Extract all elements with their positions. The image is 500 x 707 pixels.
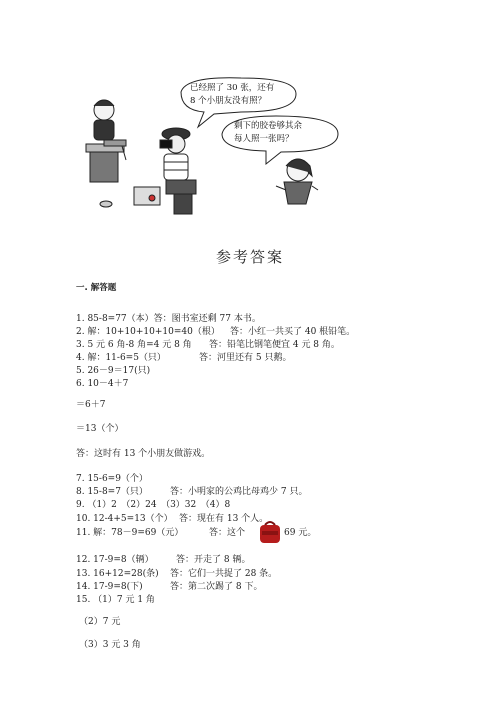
answer-statement-14-tail: 69 元。 [284, 528, 317, 538]
answer-line-19: （2）7 元 [79, 617, 121, 627]
answer-statement-14: 答：这个 [209, 528, 246, 538]
bubble-1-text [190, 82, 274, 108]
red-schoolbag-icon [257, 519, 283, 545]
answer-line-15: 12. 17-9=8（辆） [76, 555, 154, 565]
answer-statement-17: 答：第二次踢了 8 下。 [170, 582, 263, 592]
answer-line-11: 8. 15-8=7（只） [76, 487, 148, 497]
answer-line-3: 3. 5 元 6 角-8 角=4 元 8 角 [76, 340, 192, 350]
bubble-1-line-1: 已经照了 30 张，还有 [190, 83, 275, 93]
answer-statement-16: 答：它们一共捉了 28 条。 [170, 569, 278, 579]
bubble-2-line-2: 每人照一张吗？ [234, 134, 294, 144]
section-heading: 一. 解答题 [76, 283, 117, 293]
page-title: 参考答案 [215, 248, 284, 266]
bubble-2-text [234, 120, 302, 146]
answer-line-5: 5. 26－9＝17(只) [76, 366, 151, 376]
answer-statement-3: 答：铅笔比钢笔便宜 4 元 8 角。 [209, 340, 340, 350]
answer-line-10: 7. 15-6=9（个） [76, 474, 148, 484]
answer-line-2: 2. 解：10+10+10+10=40（根） [76, 327, 220, 337]
girl-figure [276, 159, 318, 204]
answer-line-17: 14. 17-9=8(下) [76, 582, 143, 592]
answer-line-7: ＝6＋7 [76, 400, 106, 410]
bubble-2-line-1: 剩下的胶卷够其余 [234, 121, 303, 131]
answer-line-13: 10. 12-4+5=13（个） [76, 514, 173, 524]
bubble-1-line-2: 8 个小朋友没有照？ [190, 96, 267, 106]
answer-line-1: 1. 85-8=77（本）答：图书室还剩 77 本书。 [76, 314, 261, 324]
answer-statement-4: 答：河里还有 5 只鹅。 [199, 353, 292, 363]
answer-statement-2: 答：小红一共买了 40 根铅笔。 [230, 327, 356, 337]
answer-line-14: 11. 解：78－9=69（元） [76, 528, 184, 538]
answer-line-20: （3）3 元 3 角 [79, 640, 141, 650]
answer-line-6: 6. 10－4＋7 [76, 379, 129, 389]
answer-statement-11: 答：小明家的公鸡比母鸡少 7 只。 [170, 487, 308, 497]
photographer-figure [160, 128, 196, 214]
camera-bag [100, 187, 160, 207]
answer-line-16: 13. 16+12=28(条) [76, 569, 159, 579]
answer-line-9: 答：这时有 13 个小朋友做游戏。 [76, 449, 211, 459]
answer-line-12: 9. （1）2 （2）24 （3）32 （4）8 [76, 500, 231, 510]
answer-statement-13: 答：现在有 13 个人。 [179, 514, 269, 524]
answer-statement-15: 答：开走了 8 辆。 [176, 555, 251, 565]
answer-line-8: ＝13（个） [76, 424, 124, 434]
answer-line-18: 15. （1）7 元 1 角 [76, 595, 155, 605]
answer-line-4: 4. 解：11-6=5（只） [76, 353, 166, 363]
boy-figure [86, 100, 126, 182]
